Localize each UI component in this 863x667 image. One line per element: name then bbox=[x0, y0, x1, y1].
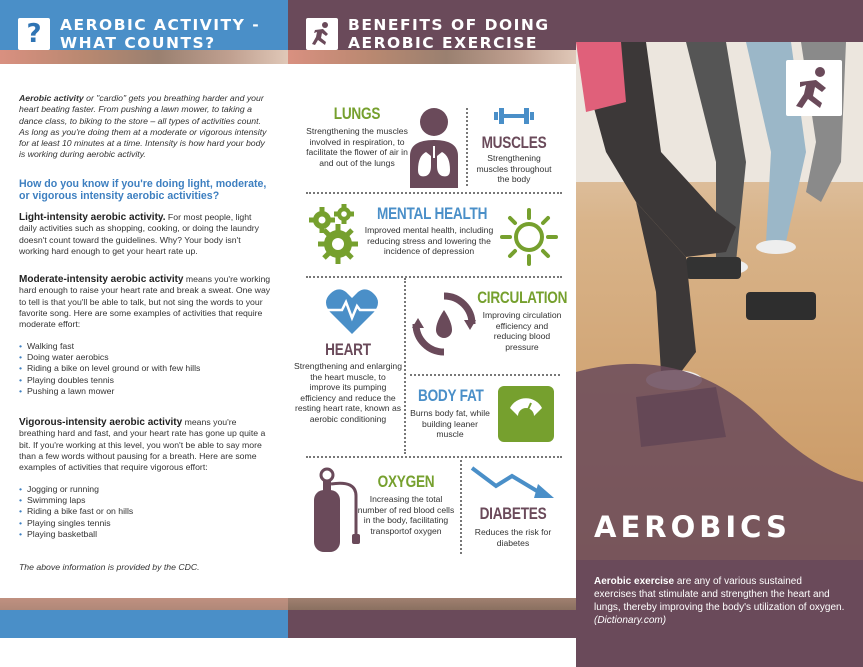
intro-paragraph bbox=[19, 93, 271, 161]
benefit-text: Burns body fat, while building leaner muscle bbox=[410, 408, 490, 439]
vigorous-text: means you're breathing hard and fast, and your heart rate has gone up quite a bit. If you're working at this level, you won't be able to say more than a few words without pausing for a breath. Here are some examples of activities that require vigorous effort: bbox=[19, 417, 266, 473]
list-item: • Swimming laps bbox=[19, 495, 271, 506]
panel-benefits bbox=[288, 64, 576, 598]
benefit-oxygen bbox=[354, 472, 458, 536]
exercise-icon bbox=[786, 60, 842, 116]
intro-text: or "cardio" gets you breathing harder and your heart beating faster. From pushing a lawn mower, to taking a dance class, to biking to the store – all types of activities count. As long as you're doing them at a moderate or vigorous intensity for at least 10 minutes at a time. Intensity is how hard your body is working during aerobic activity. bbox=[19, 93, 267, 160]
benefit-text: Strengthening and enlarging the heart muscle, to improve its pumping efficiency and reduce the resting heart rate, known as aerobic conditioning bbox=[294, 361, 402, 424]
benefit-title: MENTAL HEALTH bbox=[377, 204, 488, 223]
divider bbox=[306, 192, 562, 194]
bottom-strip-left bbox=[0, 598, 288, 638]
list-item: • Riding a bike on level ground or with few hills bbox=[19, 363, 271, 374]
benefit-muscles bbox=[472, 106, 556, 185]
benefit-text: Improved mental health, including reducing stress and lowering the incidence of depression bbox=[364, 225, 494, 256]
benefit-text: Improving circulation efficiency and reducing blood pressure bbox=[482, 310, 562, 352]
list-item: • Playing basketball bbox=[19, 529, 271, 540]
panel-what-counts bbox=[0, 0, 288, 667]
downward-trend-icon bbox=[470, 464, 556, 500]
benefit-mental-health bbox=[364, 204, 494, 257]
list-item: • Pushing a lawn mower bbox=[19, 386, 271, 397]
benefit-text: Strengthening the muscles involved in respiration, to facilitate the flower of air in and out of the lungs bbox=[306, 126, 408, 168]
dumbbell-icon bbox=[492, 106, 536, 126]
list-item: • Playing doubles tennis bbox=[19, 375, 271, 386]
gears-icon bbox=[308, 204, 364, 264]
benefit-title: BODY FAT bbox=[418, 386, 484, 405]
banner-title-benefits bbox=[348, 16, 550, 52]
banner-title-line1: AEROBIC ACTIVITY - bbox=[60, 16, 261, 34]
vigorous-list bbox=[19, 484, 271, 540]
sun-icon bbox=[500, 208, 558, 266]
benefit-text: Strengthening muscles throughout the body bbox=[476, 153, 552, 184]
intensity-question: How do you know if you're doing light, moderate, or vigorous intensity aerobic activities? bbox=[19, 177, 267, 203]
bottom-strip-middle bbox=[288, 598, 576, 638]
banner-title-line1: BENEFITS OF DOING bbox=[348, 16, 550, 34]
banner-photo-strip bbox=[0, 50, 288, 64]
heartbeat-icon bbox=[324, 286, 380, 336]
vigorous-bold: Vigorous-intensity aerobic activity bbox=[19, 417, 183, 429]
benefit-body-fat bbox=[410, 386, 490, 440]
benefit-title: HEART bbox=[325, 340, 371, 359]
circulation-icon bbox=[412, 290, 476, 360]
divider bbox=[466, 108, 468, 186]
divider bbox=[404, 278, 406, 454]
benefit-title: CIRCULATION bbox=[477, 288, 568, 307]
question-icon: ? bbox=[18, 18, 50, 50]
list-item: • Riding a bike fast or on hills bbox=[19, 506, 271, 517]
moderate-paragraph bbox=[19, 274, 271, 330]
benefit-title: MUSCLES bbox=[481, 133, 547, 152]
light-paragraph bbox=[19, 212, 271, 257]
aerobics-definition bbox=[594, 575, 846, 627]
panel-aerobics bbox=[576, 0, 863, 667]
definition-bold: Aerobic exercise bbox=[594, 576, 675, 587]
banner-photo-strip bbox=[288, 50, 576, 64]
aerobics-title: AEROBICS bbox=[594, 510, 791, 544]
benefit-lungs bbox=[302, 104, 412, 168]
light-text: For most people, light daily activities such as shopping, cooking, or doing the laundry doesn't count toward the guidelines. Why? Your body isn't working hard enough to get your heart rate up. bbox=[19, 211, 260, 256]
benefit-title: DIABETES bbox=[479, 504, 547, 523]
person-lungs-icon bbox=[404, 104, 464, 188]
what-counts-body bbox=[19, 93, 271, 573]
list-item: • Doing water aerobics bbox=[19, 352, 271, 363]
banner-benefits bbox=[288, 0, 576, 64]
benefit-title: LUNGS bbox=[333, 104, 381, 123]
moderate-list bbox=[19, 341, 271, 397]
divider bbox=[306, 276, 562, 278]
banner-title-line2: WHAT COUNTS? bbox=[60, 34, 216, 52]
benefit-text: Increasing the total number of red blood cells in the body, facilitating transportof oxygen bbox=[357, 494, 455, 536]
benefit-title: OXYGEN bbox=[377, 472, 435, 491]
scale-icon bbox=[498, 386, 554, 442]
step-aerobics-photo bbox=[576, 42, 863, 560]
moderate-text: means you're working hard enough to raise your heart rate and break a sweat. One way to tell is that you'll be able to talk, but not sing the words to your favorite song. Here are some examples of activities that require moderate effort: bbox=[19, 274, 271, 330]
divider bbox=[306, 456, 562, 458]
light-bold: Light-intensity aerobic activity. bbox=[19, 211, 166, 223]
divider bbox=[460, 460, 462, 554]
vigorous-paragraph bbox=[19, 417, 271, 473]
moderate-bold: Moderate-intensity aerobic activity bbox=[19, 274, 184, 286]
list-item: • Playing singles tennis bbox=[19, 518, 271, 529]
benefit-text: Reduces the risk for diabetes bbox=[474, 527, 552, 548]
banner-title-line2: AEROBIC EXERCISE bbox=[348, 34, 539, 52]
list-item: • Jogging or running bbox=[19, 484, 271, 495]
exercise-icon bbox=[306, 18, 338, 50]
benefit-diabetes bbox=[468, 504, 558, 548]
definition-source: (Dictionary.com) bbox=[594, 615, 667, 626]
banner-title-what-counts bbox=[60, 16, 260, 52]
banner-what-counts bbox=[0, 0, 288, 64]
list-item: • Walking fast bbox=[19, 341, 271, 352]
source-note: The above information is provided by the CDC. bbox=[19, 562, 200, 573]
benefit-circulation bbox=[474, 288, 570, 352]
definition-text: are any of various sustained exercises that stimulate and strengthen the heart and lungs, thereby improving the body's utilization of oxygen. bbox=[594, 576, 845, 613]
benefit-heart bbox=[294, 340, 402, 424]
intro-bold: Aerobic activity bbox=[19, 93, 84, 103]
divider bbox=[410, 374, 560, 376]
